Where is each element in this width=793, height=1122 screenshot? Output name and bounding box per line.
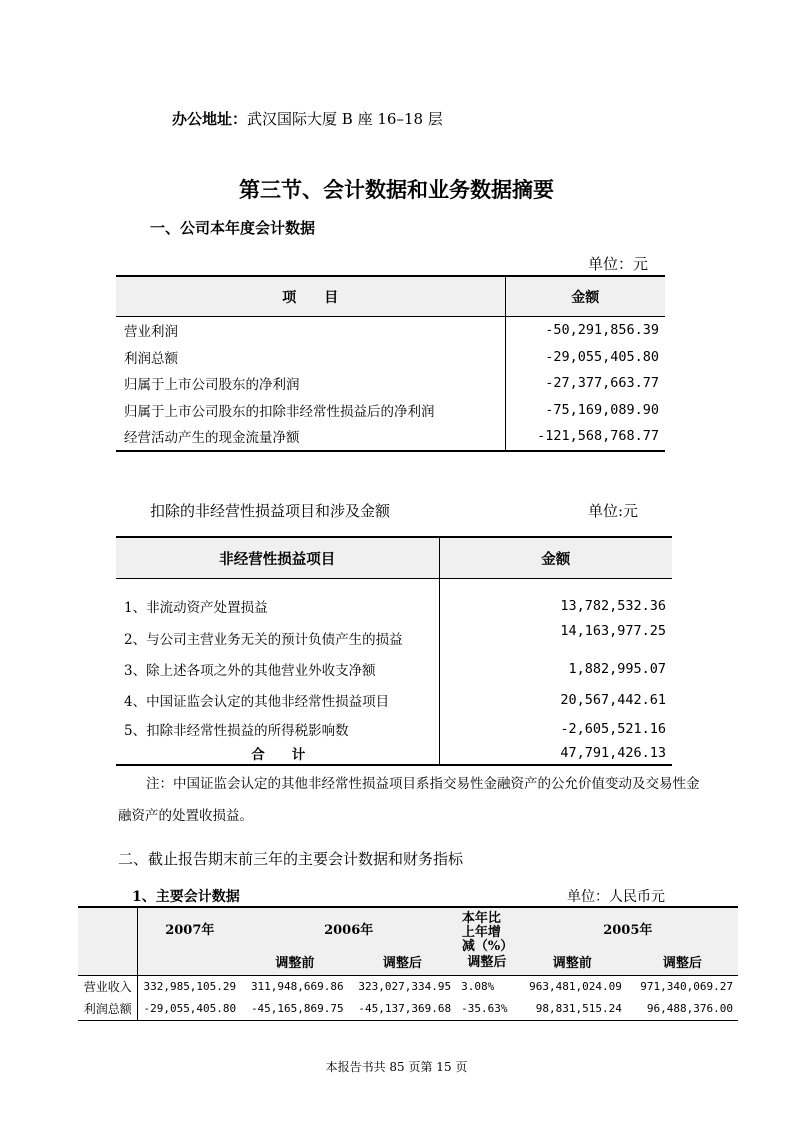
table-row (78, 975, 738, 998)
section-title: 第三节、会计数据和业务数据摘要 (239, 177, 554, 202)
header-2006: 2006年 (241, 907, 456, 953)
row-amount: 13,782,532.36 (439, 579, 672, 623)
subsection-main-data: 1、主要会计数据 (132, 889, 240, 905)
table-row (116, 579, 672, 623)
row-item: 利润总额 (124, 350, 178, 367)
table-row (116, 715, 672, 743)
header-change-sub: 调整后 (467, 955, 507, 970)
row-2005-after: 971,340,069.27 (640, 980, 733, 993)
row-2006-before: -45,165,869.75 (241, 998, 348, 1021)
header-amount: 金额 (439, 537, 672, 579)
address-label: 办公地址 (172, 110, 233, 128)
section-three-year-data: 二、截止报告期末前三年的主要会计数据和财务指标 (118, 850, 464, 868)
table-subheader-row (78, 953, 738, 975)
subheader-2006-before: 调整前 (241, 953, 348, 975)
header-2005: 2005年 (518, 907, 738, 953)
row-label: 利润总额 (78, 998, 138, 1021)
table-row (78, 998, 738, 1021)
row-item: 营业利润 (124, 324, 178, 341)
subheader-2005-after: 调整后 (627, 953, 738, 975)
table-row (116, 685, 672, 715)
row-amount: -2,605,521.16 (439, 715, 672, 743)
row-amount: 1,882,995.07 (439, 653, 672, 685)
row-2007: 332,985,105.29 (143, 980, 237, 993)
table-row (116, 344, 665, 371)
row-2006-after: 323,027,334.95 (358, 980, 452, 993)
address-value: 武汉国际大厦 B 座 16–18 层 (247, 110, 443, 128)
row-change: -35.63% (456, 998, 517, 1021)
header-item: 项 目 (116, 276, 505, 317)
row-item: 5、扣除非经常性损益的所得税影响数 (124, 722, 349, 739)
subheader-2007-blank (138, 953, 241, 975)
three-year-data-table (78, 906, 738, 1021)
annual-accounting-table (116, 275, 665, 452)
table-row (116, 397, 665, 424)
table-note: 注：中国证监会认定的其他非经常性损益项目系指交易性金融资产的公允价值变动及交易性金融资产的处置收损益。 (118, 776, 700, 824)
row-2007: -29,055,405.80 (138, 998, 241, 1021)
table-row (116, 653, 672, 685)
header-item: 非经营性损益项目 (116, 537, 439, 579)
table-row (116, 423, 665, 451)
total-label: 合 计 (116, 743, 439, 765)
table-row (116, 623, 672, 653)
row-2006-after: -45,137,369.68 (349, 998, 456, 1021)
table-header-row (116, 276, 665, 317)
row-amount: 14,163,977.25 (439, 623, 672, 653)
total-row (116, 743, 672, 765)
unit-label-2: 单位:元 (588, 502, 639, 520)
subheader-2006-after: 调整后 (349, 953, 456, 975)
row-item: 1、非流动资产处置损益 (124, 599, 268, 616)
row-label: 营业收入 (78, 975, 138, 998)
header-blank (78, 907, 138, 975)
header-2007: 2007年 (138, 907, 241, 953)
office-address (172, 108, 443, 129)
row-item: 3、除上述各项之外的其他营业外收支净额 (124, 662, 376, 679)
subheader-2005-before: 调整前 (518, 953, 627, 975)
table-row (116, 370, 665, 397)
subsection-annual-data: 一、公司本年度会计数据 (150, 219, 316, 237)
row-2005-before: 98,831,515.24 (518, 998, 627, 1021)
row-item: 4、中国证监会认定的其他非经常性损益项目 (124, 693, 390, 710)
table-header-row (78, 907, 738, 953)
header-change: 本年比上年增减（%） (461, 911, 514, 954)
total-amount: 47,791,426.13 (439, 743, 672, 765)
unit-label-3: 单位：人民币元 (567, 889, 665, 905)
non-recurring-items-table (116, 536, 672, 766)
row-item: 归属于上市公司股东的净利润 (124, 377, 300, 394)
row-2005-after: 96,488,376.00 (627, 998, 738, 1021)
address-colon: ： (232, 110, 248, 128)
non-recurring-caption: 扣除的非经营性损益项目和涉及金额 (150, 502, 391, 520)
row-amount: -27,377,663.77 (505, 370, 665, 397)
row-amount: 20,567,442.61 (439, 685, 672, 715)
row-amount: -121,568,768.77 (505, 423, 665, 451)
row-amount: -29,055,405.80 (505, 344, 665, 371)
row-item: 归属于上市公司股东的扣除非经常性损益后的净利润 (124, 403, 435, 420)
row-2005-before: 963,481,024.09 (529, 980, 622, 993)
header-amount: 金额 (505, 276, 665, 317)
row-2006-before: 311,948,669.86 (250, 980, 344, 993)
unit-label-1: 单位：元 (588, 255, 649, 273)
row-item: 经营活动产生的现金流量净额 (116, 423, 505, 451)
row-item: 2、与公司主营业务无关的预计负债产生的损益 (124, 631, 403, 648)
row-change: 3.08% (461, 980, 495, 993)
row-amount: -75,169,089.90 (505, 397, 665, 424)
table-header-row (116, 537, 672, 579)
table-row (116, 317, 665, 344)
page-footer: 本报告书共 85 页第 15 页 (325, 1060, 468, 1074)
row-amount: -50,291,856.39 (505, 317, 665, 344)
